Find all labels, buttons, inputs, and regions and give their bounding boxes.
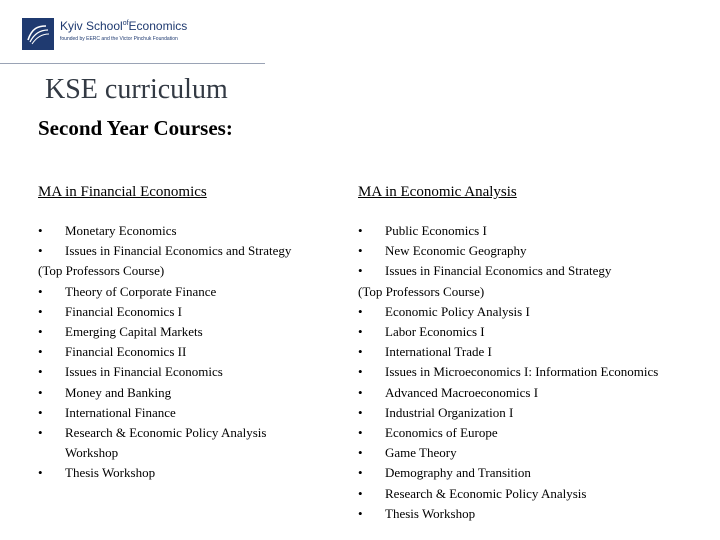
course-label: Thesis Workshop xyxy=(385,505,476,521)
course-label: Demography and Transition xyxy=(385,465,531,481)
course-label: International Trade I xyxy=(385,344,492,360)
course-label: Issues in Financial Economics and Strategy xyxy=(65,243,292,259)
course-item xyxy=(38,423,328,463)
financial-economics-heading: MA in Financial Economics xyxy=(38,184,207,200)
course-label: Thesis Workshop xyxy=(65,465,156,481)
financial-economics-column xyxy=(38,182,328,484)
course-item xyxy=(358,342,703,362)
course-item xyxy=(358,241,703,261)
logo-name: Kyiv School$^{of}$Economics xyxy=(60,19,188,33)
kse-monogram-icon xyxy=(22,18,54,50)
course-item xyxy=(358,221,703,241)
header-divider xyxy=(0,63,265,64)
economic-analysis-column xyxy=(358,182,703,524)
financial-economics-course-list xyxy=(38,221,328,484)
course-item xyxy=(358,484,703,504)
page-title: KSE curriculum xyxy=(45,74,228,105)
course-label: Financial Economics II xyxy=(65,344,187,360)
economic-analysis-heading: MA in Economic Analysis xyxy=(358,184,517,200)
course-label: Economic Policy Analysis I xyxy=(385,303,530,319)
course-label: (Top Professors Course) xyxy=(38,263,165,279)
course-item xyxy=(358,383,703,403)
page-subtitle: Second Year Courses: xyxy=(38,116,233,140)
course-item xyxy=(38,342,328,362)
course-label: Public Economics I xyxy=(385,223,487,238)
course-item xyxy=(38,403,328,423)
course-label: International Finance xyxy=(65,404,176,420)
course-item xyxy=(358,443,703,463)
course-item xyxy=(38,362,328,382)
course-label: Issues in Microeconomics I: Information Economics xyxy=(385,364,659,380)
course-item xyxy=(38,241,328,261)
course-label: Issues in Financial Economics xyxy=(65,364,223,380)
course-label: Research & Economic Policy Analysis xyxy=(65,425,267,441)
course-item xyxy=(38,463,328,483)
course-label: Financial Economics I xyxy=(65,303,182,319)
course-label: Monetary Economics xyxy=(65,223,177,238)
course-item xyxy=(358,463,703,483)
course-item xyxy=(358,423,703,443)
logo-tagline: founded by EERC and the Victor Pinchuk Foundation xyxy=(60,36,178,42)
course-label: Emerging Capital Markets xyxy=(65,324,203,340)
course-item xyxy=(38,322,328,342)
course-item xyxy=(358,362,703,382)
kse-logo xyxy=(22,14,222,54)
course-item xyxy=(358,403,703,423)
course-note xyxy=(38,261,328,281)
course-label: Issues in Financial Economics and Strategy xyxy=(385,263,612,279)
course-label: Research & Economic Policy Analysis xyxy=(385,485,587,501)
course-label: (Top Professors Course) xyxy=(358,283,485,299)
course-label: New Economic Geography xyxy=(385,243,527,259)
course-label: Advanced Macroeconomics I xyxy=(385,384,539,400)
course-label: Money and Banking xyxy=(65,384,172,400)
course-item xyxy=(358,302,703,322)
course-item xyxy=(358,504,703,524)
course-item xyxy=(38,383,328,403)
course-item xyxy=(38,221,328,241)
course-label: Theory of Corporate Finance xyxy=(65,283,217,299)
course-item xyxy=(38,282,328,302)
course-label: Game Theory xyxy=(385,445,457,461)
course-label: Industrial Organization I xyxy=(385,404,514,420)
course-item xyxy=(358,261,703,281)
course-label: Economics of Europe xyxy=(385,425,498,441)
course-note xyxy=(358,282,703,302)
course-label-continued: Workshop xyxy=(65,445,119,461)
course-item xyxy=(38,302,328,322)
course-label: Labor Economics I xyxy=(385,324,485,340)
course-item xyxy=(358,322,703,342)
economic-analysis-course-list xyxy=(358,221,703,524)
